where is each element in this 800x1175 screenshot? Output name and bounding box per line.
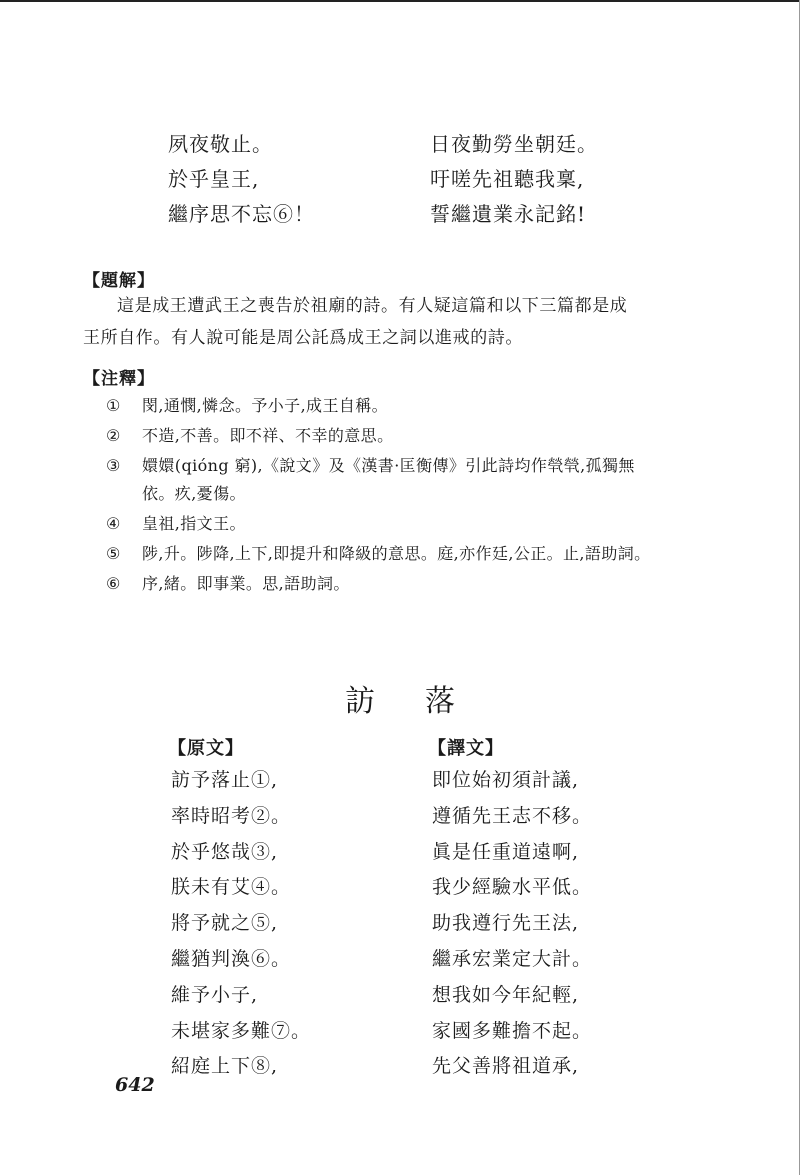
- translation-line: 我少經驗水平低。: [432, 876, 593, 899]
- note-item: [0, 570, 800, 598]
- notes-list: [0, 392, 800, 600]
- verse-original: 夙夜敬止。: [168, 132, 273, 156]
- translation-line: 想我如今年紀輕,: [432, 983, 580, 1006]
- poem-line: 訪予落止①,: [171, 769, 279, 791]
- zhushi-heading: 【注釋】: [83, 369, 155, 389]
- poem-translation-column: [432, 763, 592, 1085]
- verse-row: [0, 198, 800, 233]
- note-text: 序,緒。即事業。思,語助詞。: [142, 574, 350, 593]
- poem-line: 紹庭上下⑧,: [171, 1055, 279, 1078]
- translation-line: 繼承宏業定大計。: [432, 947, 593, 970]
- translation-line: 遵循先王志不移。: [432, 804, 593, 827]
- note-text: 皇祖,指文王。: [142, 514, 246, 533]
- poem-line: 未堪家多難⑦。: [171, 1019, 312, 1042]
- verse-translation: 吁嗟先祖聽我稟,: [430, 167, 585, 191]
- verse-translation: 日夜勤勞坐朝廷。: [430, 132, 598, 156]
- note-number: ④: [106, 514, 121, 533]
- poem-line: 將予就之⑤,: [171, 912, 279, 935]
- poem-line: 於乎悠哉③,: [171, 840, 279, 863]
- tijie-heading: 【題解】: [83, 271, 155, 291]
- poem-line: 率時昭考②。: [171, 804, 292, 827]
- note-number: ②: [106, 426, 121, 445]
- tijie-paragraph: [83, 290, 683, 354]
- verse-original: 於乎皇王,: [168, 167, 260, 191]
- note-text: 不造,不善。即不祥、不幸的意思。: [142, 426, 394, 445]
- translation-line: 即位始初須計議,: [432, 769, 580, 791]
- verse-row: [0, 163, 800, 198]
- note-item: [0, 392, 800, 420]
- poem-line: 朕未有艾④。: [171, 876, 292, 899]
- poem-line: 維予小子,: [171, 983, 259, 1006]
- verse-original: 繼序思不忘⑥！: [168, 202, 315, 226]
- verse-row: [0, 128, 800, 163]
- page-top-border: [0, 0, 800, 2]
- translation-line: 助我遵行先王法,: [432, 912, 580, 935]
- verse-translation: 誓繼遺業永記銘!: [430, 202, 587, 226]
- translation-line: 眞是任重道遠啊,: [432, 840, 580, 863]
- translation-line: 先父善將祖道承,: [432, 1055, 580, 1078]
- translation-line: 家國多難擔不起。: [432, 1019, 593, 1042]
- tijie-line: 這是成王遭武王之喪告於祖廟的詩。有人疑這篇和以下三篇都是成: [117, 296, 628, 316]
- note-number: ①: [106, 396, 121, 415]
- poem-line: 繼猶判渙⑥。: [171, 947, 292, 970]
- note-item: [0, 422, 800, 450]
- page-number: 642: [115, 1074, 155, 1096]
- translation-heading: 【譯文】: [428, 738, 504, 759]
- note-number: ③: [106, 456, 121, 475]
- top-verse: [0, 128, 800, 233]
- note-number: ⑤: [106, 544, 121, 563]
- note-number: ⑥: [106, 574, 121, 593]
- note-item: [0, 540, 800, 568]
- poem-original-column: [171, 763, 311, 1085]
- tijie-line: 王所自作。有人說可能是周公託爲成王之詞以進戒的詩。: [83, 328, 523, 348]
- poem-title: 訪落: [345, 684, 505, 719]
- note-text: 閔,通憫,憐念。予小子,成王自稱。: [142, 396, 389, 415]
- note-item: [0, 452, 800, 508]
- note-text: 陟,升。陟降,上下,即提升和降級的意思。庭,亦作廷,公正。止,語助詞。: [142, 544, 651, 563]
- original-heading: 【原文】: [168, 738, 244, 759]
- note-item: [0, 510, 800, 538]
- note-text: 嬛嬛(qióng 窮),《說文》及《漢書·匡衡傳》引此詩均作煢煢,孤獨無依。疚,憂傷。: [142, 456, 635, 503]
